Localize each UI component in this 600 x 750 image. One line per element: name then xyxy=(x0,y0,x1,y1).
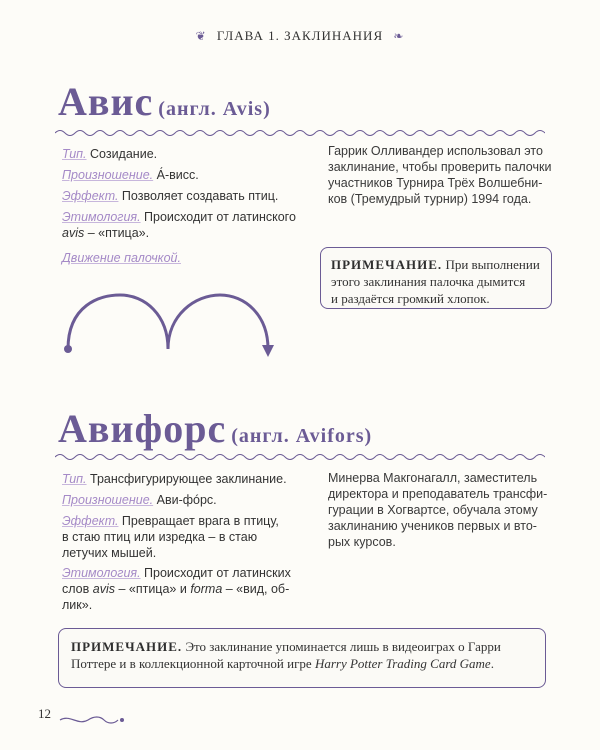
motion-label: Движение палочкой. xyxy=(62,251,181,265)
effect-value: летучих мышей. xyxy=(62,546,157,560)
etym-latin-word: avis xyxy=(92,582,115,596)
note-title: Harry Potter Trading Card Game xyxy=(314,656,491,671)
type-value: Созидание. xyxy=(86,147,158,161)
effect-label: Эффект. xyxy=(62,514,119,528)
spell1-sidenote xyxy=(328,143,551,207)
type-value: Трансфигурирующее заклинание. xyxy=(86,472,287,486)
chapter-title: ГЛАВА 1. ЗАКЛИНАНИЯ xyxy=(216,28,384,43)
spell1-note-box xyxy=(320,247,552,309)
etym-label: Этимология. xyxy=(62,566,141,580)
effect-value: Превращает врага в птицу, xyxy=(118,514,279,528)
divider-wave xyxy=(55,128,545,138)
note-text: этого заклинания палочка дымится xyxy=(331,274,526,289)
side-line: заклинание, чтобы проверить палочки xyxy=(328,160,552,174)
etym-latin-word: forma xyxy=(190,582,223,596)
type-label: Тип. xyxy=(62,147,87,161)
spell2-note-box xyxy=(58,628,546,688)
side-line: рых курсов. xyxy=(328,535,396,549)
etym-label: Этимология. xyxy=(62,210,141,224)
note-text: Это заклинание упоминается лишь в видеоиграх о Гарри xyxy=(182,639,501,654)
spell2-etymology xyxy=(62,565,291,613)
spell1-title xyxy=(58,78,271,125)
flourish-footer-icon xyxy=(58,712,128,728)
pron-value: Ави-фóрс. xyxy=(153,493,217,507)
spell2-title xyxy=(58,405,372,452)
note-tag: ПРИМЕЧАНИЕ. xyxy=(71,639,183,654)
spell1-motion xyxy=(62,250,181,266)
side-line: ков (Тремудрый турнир) 1994 года. xyxy=(328,192,532,206)
note-text: Поттере и в коллекционной карточной игре xyxy=(71,656,315,671)
side-line: Минерва Макгонагалл, заместитель xyxy=(328,471,538,485)
spell2-effect xyxy=(62,513,279,561)
note-text: При выполнении xyxy=(442,257,540,272)
effect-label: Эффект. xyxy=(62,189,119,203)
spell2-type xyxy=(62,471,287,487)
etym-value: – «птица» и xyxy=(114,582,191,596)
type-label: Тип. xyxy=(62,472,87,486)
spell2-sidenote xyxy=(328,470,547,550)
side-line: участников Турнира Трёх Волшебни- xyxy=(328,176,543,190)
divider-wave xyxy=(55,452,545,462)
wand-motion-arc-icon xyxy=(55,285,285,365)
effect-value: в стаю птиц или изредка – в стаю xyxy=(62,530,258,544)
spell1-etymology xyxy=(62,209,296,241)
side-line: заклинанию учеников первых и вто- xyxy=(328,519,537,533)
spell1-effect xyxy=(62,188,278,204)
spell2-english: (англ. Avifors) xyxy=(231,425,373,447)
etym-value: Происходит от латинских xyxy=(140,566,291,580)
etym-value: слов xyxy=(62,582,93,596)
spell1-name: Авис xyxy=(58,79,154,124)
etym-meaning: – «птица». xyxy=(84,226,150,240)
page-number: 12 xyxy=(38,706,51,721)
spell1-pronunciation xyxy=(62,167,199,183)
flourish-left-icon: ❦ xyxy=(195,29,207,43)
flourish-right-icon: ❧ xyxy=(393,29,405,43)
note-text: . xyxy=(490,656,494,671)
etym-latin-word: avis xyxy=(62,226,85,240)
pron-label: Произношение. xyxy=(62,168,154,182)
side-line: гурации в Хогвартсе, обучала этому xyxy=(328,503,538,517)
note-tag: ПРИМЕЧАНИЕ. xyxy=(331,257,443,272)
effect-value: Позволяет создавать птиц. xyxy=(118,189,279,203)
etym-value: Происходит от латинского xyxy=(140,210,296,224)
side-line: директора и преподаватель трансфи- xyxy=(328,487,548,501)
etym-value: лик». xyxy=(62,598,93,612)
pron-value: А́-висс. xyxy=(153,168,199,182)
spell1-type xyxy=(62,146,157,162)
pron-label: Произношение. xyxy=(62,493,154,507)
spell1-english: (англ. Avis) xyxy=(158,98,271,120)
spell2-pronunciation xyxy=(62,492,217,508)
side-line: Гаррик Олливандер использовал это xyxy=(328,144,543,158)
note-text: и раздаётся громкий хлопок. xyxy=(331,291,490,306)
etym-value: – «вид, об- xyxy=(222,582,290,596)
chapter-header xyxy=(0,28,600,44)
spell2-name: Авифорс xyxy=(58,406,227,451)
